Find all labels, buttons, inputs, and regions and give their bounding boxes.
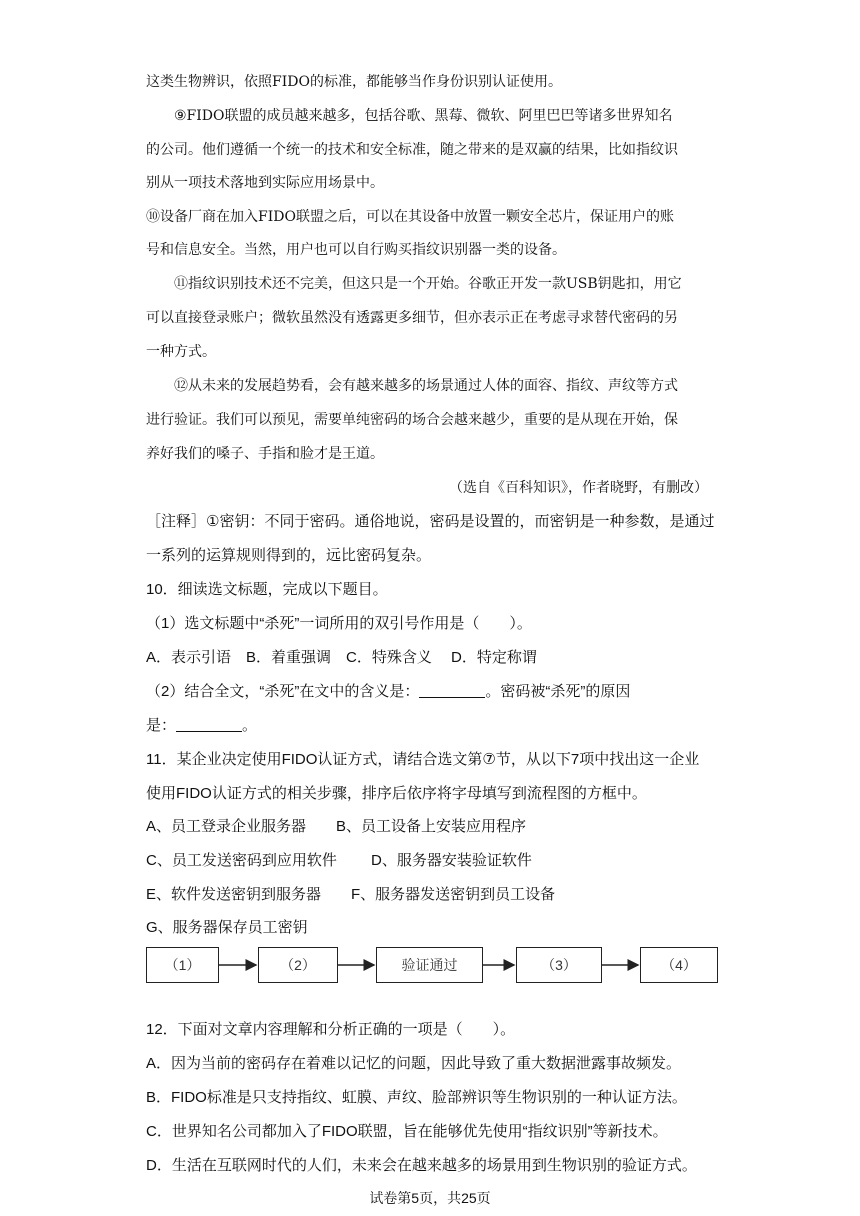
- flow-box-2[interactable]: （2）: [258, 947, 338, 983]
- q10-sub2-part-a: （2）结合全文，“杀死”在文中的含义是：: [146, 683, 420, 700]
- paragraph-12-line-1: ⑫从未来的发展趋势看，会有越来越多的场景通过人体的面容、指纹、声纹等方式: [174, 378, 678, 394]
- q11-item-g: G、服务器保存员工密钥: [146, 919, 308, 936]
- q10-sub1: （1）选文标题中“杀死”一词所用的双引号作用是（ ）。: [146, 615, 532, 632]
- q11-item-ab: A、员工登录企业服务器 B、员工设备上安装应用程序: [146, 818, 527, 835]
- q12-option-c: C．世界知名公司都加入了FIDO联盟，旨在能够优先使用“指纹识别”等新技术。: [146, 1123, 668, 1140]
- flow-box-3[interactable]: （3）: [516, 947, 602, 983]
- q12-option-a: A．因为当前的密码存在着难以记忆的问题，因此导致了重大数据泄露事故频发。: [146, 1055, 682, 1072]
- q11-item-ef: E、软件发送密钥到服务器 F、服务器发送密钥到员工设备: [146, 886, 556, 903]
- paragraph-8-end: 这类生物辨识，依照FIDO的标准，都能够当作身份识别认证使用。: [146, 74, 562, 90]
- page-footer: 试卷第5页，共25页: [369, 1190, 491, 1206]
- q11-stem-line-1: 11．某企业决定使用FIDO认证方式，请结合选文第⑦节，从以下7项中找出这一企业: [146, 751, 700, 768]
- paragraph-9-line-1: ⑨FIDO联盟的成员越来越多，包括谷歌、黑莓、微软、阿里巴巴等诸多世界知名: [174, 108, 673, 124]
- q10-sub2-part-d: 。: [242, 717, 258, 734]
- q12-stem: 12．下面对文章内容理解和分析正确的一项是（ ）。: [146, 1021, 516, 1038]
- flow-box-verified: 验证通过: [376, 947, 483, 983]
- paragraph-10-line-1: ⑩设备厂商在加入FIDO联盟之后，可以在其设备中放置一颗安全芯片，保证用户的账: [146, 209, 674, 225]
- q10-options: A．表示引语 B．着重强调 C．特殊含义 D．特定称谓: [146, 649, 537, 666]
- q10-sub2-part-b: 。密码被“杀死”的原因: [485, 683, 631, 700]
- q11-stem-line-2: 使用FIDO认证方式的相关步骤，排序后依序将字母填写到流程图的方框中。: [146, 785, 647, 802]
- paragraph-11-line-2: 可以直接登录账户；微软虽然没有透露更多细节，但亦表示正在考虑寻求替代密码的另: [146, 310, 678, 326]
- note-line-2: 一系列的运算规则得到的，远比密码复杂。: [146, 547, 432, 564]
- paragraph-12-line-2: 进行验证。我们可以预见，需要单纯密码的场合会越来越少，重要的是从现在开始，保: [146, 412, 678, 428]
- paragraph-11-line-1: ⑪指纹识别技术还不完美，但这只是一个开始。谷歌正开发一款USB钥匙扣，用它: [174, 276, 682, 292]
- q12-option-b: B．FIDO标准是只支持指纹、虹膜、声纹、脸部辨识等生物识别的一种认证方法。: [146, 1089, 687, 1106]
- flow-box-1[interactable]: （1）: [146, 947, 219, 983]
- note-line-1: ［注释］①密钥：不同于密码。通俗地说，密码是设置的，而密钥是一种参数，是通过: [146, 513, 715, 530]
- paragraph-9-line-3: 别从一项技术落地到实际应用场景中。: [146, 175, 384, 191]
- flow-box-4[interactable]: （4）: [640, 947, 718, 983]
- paragraph-10-line-2: 号和信息安全。当然，用户也可以自行购买指纹识别器一类的设备。: [146, 242, 566, 258]
- paragraph-9-line-2: 的公司。他们遵循一个统一的技术和安全标准，随之带来的是双赢的结果，比如指纹识: [146, 142, 678, 158]
- paragraph-12-line-3: 养好我们的嗓子、手指和脸才是王道。: [146, 446, 384, 462]
- source-citation: （选自《百科知识》，作者晓野，有删改）: [449, 480, 708, 496]
- paragraph-11-line-3: 一种方式。: [146, 344, 216, 360]
- q11-item-cd: C、员工发送密码到应用软件 D、服务器安装验证软件: [146, 852, 532, 869]
- q12-option-d: D．生活在互联网时代的人们，未来会在越来越多的场景用到生物识别的验证方式。: [146, 1157, 697, 1174]
- q10-sub2-part-c: 是：: [146, 717, 177, 734]
- q10-stem: 10．细读选文标题，完成以下题目。: [146, 581, 388, 598]
